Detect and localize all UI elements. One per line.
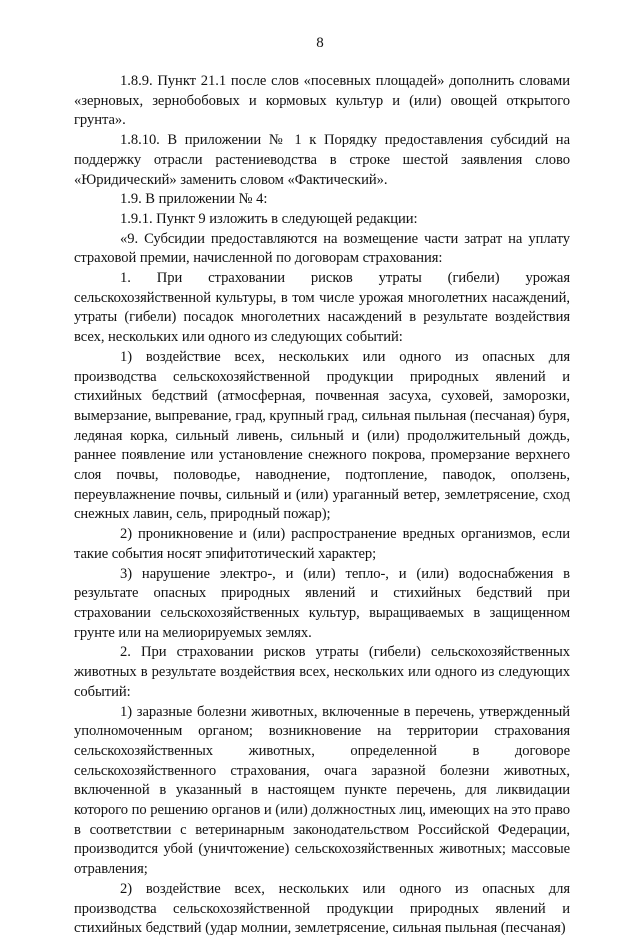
- paragraph-1-9: 1.9. В приложении № 4:: [120, 191, 268, 208]
- paragraph-clause-1-sub-1: 1) воздействие всех, нескольких или одного из опасных для производства сельскохозяйственной продукции природных явлений и стихийных бедствий (атмосферная, почвенная засуха, суховей, заморозки, вымерзание, выпревание, град, крупный град, сильная пыльная (песчаная) буря, ледяная корка, сильный ливень, сильный и (или) продолжительный дождь, раннее появление или установление снежного покрова, промерзание верхнего слоя почвы, половодье, наводнение, подтопление, паводок, оползень, переувлажнение почвы, сильный и (или) ураганный ветер, землетрясение, сход снежных лавин, сель, природный пожар);: [74, 348, 570, 523]
- paragraph-clause-2-sub-1: 1) заразные болезни животных, включенные в перечень, утвержденный уполномоченным органом; возникновение на территории страхования сельскохозяйственных животных, определенной в договоре сельскохозяйственного страхования, очага заразной болезни животных, включенной в указанный в настоящем пункте перечень, для ликвидации которого по решению органов и (или) должностных лиц, имеющих на это право в соответствии с ветеринарным законодательством Российской Федерации, производится убой (уничтожение) сельскохозяйственных животных; массовые отравления;: [74, 703, 570, 878]
- paragraph-clause-1: 1. При страховании рисков утраты (гибели) урожая сельскохозяйственной культуры, в том числе урожая многолетних насаждений, утраты (гибели) посадок многолетних насаждений в результате воздействия всех, нескольких или одного из следующих событий:: [74, 270, 570, 346]
- document-body: [74, 72, 570, 939]
- page-number: 8: [316, 35, 324, 51]
- paragraph-clause-1-sub-2: 2) проникновение и (или) распространение вредных организмов, если такие события носят эпифитотический характер;: [74, 526, 570, 562]
- paragraph-clause-1-sub-3: 3) нарушение электро-, и (или) тепло-, и (или) водоснабжения в результате опасных природных явлений и стихийных бедствий при страховании сельскохозяйственных культур, выращиваемых в защищенном грунте или на мелиорируемых землях.: [74, 565, 570, 641]
- paragraph-1-8-10: 1.8.10. В приложении № 1 к Порядку предоставления субсидий на поддержку отрасли растениеводства в строке шестой заявления слово «Юридический» заменить словом «Фактический».: [74, 132, 570, 188]
- paragraph-1-9-1: 1.9.1. Пункт 9 изложить в следующей редакции:: [120, 210, 418, 227]
- paragraph-1-8-9: 1.8.9. Пункт 21.1 после слов «посевных площадей» дополнить словами «зерновых, зернобобовых и кормовых культур и (или) овощей открытого грунта».: [74, 73, 570, 129]
- paragraph-clause-2: 2. При страховании рисков утраты (гибели) сельскохозяйственных животных в результате воздействия всех, нескольких или одного из следующих событий:: [74, 644, 570, 700]
- paragraph-item-9: «9. Субсидии предоставляются на возмещение части затрат на уплату страховой премии, начисленной по договорам страхования:: [74, 230, 570, 267]
- paragraph-clause-2-sub-2: 2) воздействие всех, нескольких или одного из опасных для производства сельскохозяйственной продукции природных явлений и стихийных бедствий (удар молнии, землетрясение, сильная пыльная (песчаная): [74, 880, 570, 937]
